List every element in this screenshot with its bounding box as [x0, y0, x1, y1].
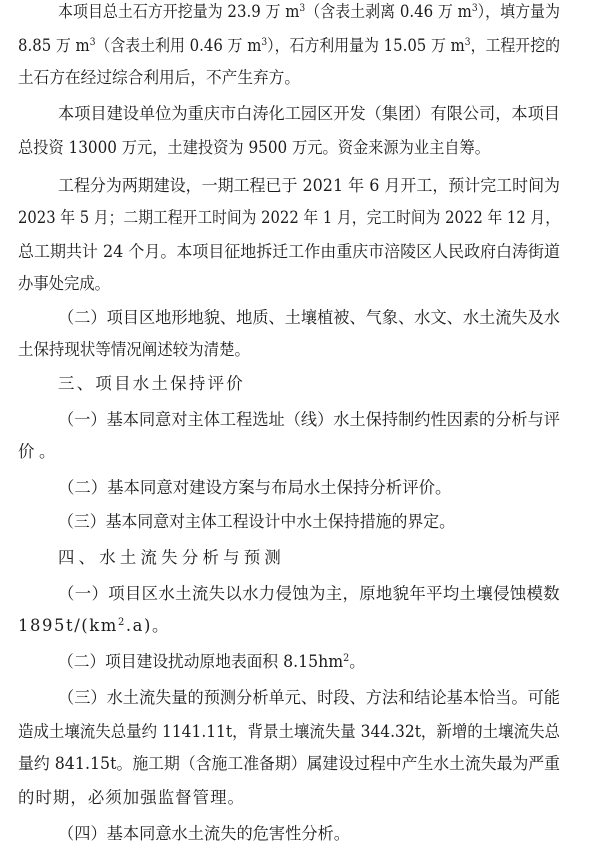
text-segment: .a)。: [125, 616, 170, 635]
text-segment: （一）基本同意对主体工程选址（线）水土保持制约性因素的分析与评: [58, 410, 560, 429]
text-segment: 土石方在经过综合利用后，不产生弃方。: [18, 68, 300, 87]
text-segment: （二）基本同意对建设方案与布局水土保持分析评价。: [58, 478, 452, 497]
text-segment: 造成土壤流失总量约 1141.11t，背景土壤流失量 344.32t，新增的土壤流失总: [18, 722, 560, 741]
text-line: [18, 754, 560, 774]
text-line: [18, 340, 250, 360]
text-segment: （二）项目区地形地貌、地质、土壤植被、气象、水文、水土流失及水: [58, 308, 560, 327]
text-line: [58, 512, 455, 532]
text-line: [58, 104, 560, 124]
text-line: [58, 478, 451, 498]
text-segment: ），石方利用量为 15.05 万 m: [267, 36, 465, 55]
text-line: [58, 688, 560, 708]
text-line: [58, 410, 560, 430]
text-segment: （三）水土流失量的预测分析单元、时段、方法和结论基本恰当。可能: [58, 688, 560, 707]
text-segment: ，工程开挖的: [470, 36, 560, 55]
text-line: [18, 788, 245, 808]
text-segment: 总工期共计 24 个月。本项目征地拆迁工作由重庆市涪陵区人民政府白涛街道: [18, 242, 560, 261]
text-segment: 三、项目水土保持评价: [58, 374, 245, 393]
text-line: [18, 242, 560, 262]
text-line: [18, 722, 560, 742]
text-line: [58, 308, 560, 328]
text-line: [58, 652, 365, 672]
superscript: 2: [117, 617, 126, 628]
text-segment: 本项目总土石方开挖量为 23.9 万 m: [58, 2, 300, 21]
text-line: [18, 616, 170, 636]
text-line: [58, 374, 245, 394]
text-segment: （一）项目区水土流失以水力侵蚀为主，原地貌年平均土壤侵蚀模数: [58, 584, 560, 603]
text-segment: ），填方量为: [477, 2, 560, 21]
superscript: 3: [89, 37, 96, 48]
text-segment: 2023 年 5 月；二期工程开工时间为 2022 年 1 月，完工时间为 2022 年 12 月，: [18, 208, 560, 227]
superscript: 3: [471, 3, 478, 14]
text-line: [18, 442, 60, 462]
superscript: 3: [261, 37, 268, 48]
text-segment: 。: [349, 652, 365, 671]
text-line: [18, 68, 300, 88]
text-line: [58, 176, 560, 196]
text-segment: （含表土利用 0.46 万 m: [95, 36, 262, 55]
text-line: [18, 274, 110, 294]
text-segment: 8.85 万 m: [18, 36, 90, 55]
text-line: [18, 138, 490, 158]
text-segment: 办事处完成。: [18, 274, 110, 293]
text-line: [18, 36, 560, 56]
text-segment: 1895t/(km: [18, 616, 118, 635]
text-segment: （二）项目建设扰动原地表面积 8.15hm: [58, 652, 344, 671]
text-segment: 的时期，必须加强监督管理。: [18, 788, 245, 807]
text-segment: 价。: [18, 442, 60, 461]
text-segment: （三）基本同意对主体工程设计中水土保持措施的界定。: [58, 512, 455, 531]
text-line: [58, 584, 560, 604]
superscript: 3: [299, 3, 306, 14]
text-line: [58, 2, 560, 22]
text-segment: 四、水土流失分析与预测: [58, 548, 285, 567]
text-segment: 工程分为两期建设，一期工程已于 2021 年 6 月开工，预计完工时间为: [58, 176, 560, 195]
superscript: 2: [343, 653, 350, 664]
text-segment: 土保持现状等情况阐述较为清楚。: [18, 340, 250, 359]
text-segment: 量约 841.15t。施工期（含施工准备期）属建设过程中产生水土流失最为严重: [18, 754, 560, 773]
text-segment: 本项目建设单位为重庆市白涛化工园区开发（集团）有限公司，本项目: [58, 104, 560, 123]
text-segment: （含表土剥离 0.46 万 m: [305, 2, 472, 21]
text-line: [58, 548, 285, 568]
text-segment: 总投资 13000 万元，土建投资为 9500 万元。资金来源为业主自筹。: [18, 138, 490, 157]
text-segment: （四）基本同意水土流失的危害性分析。: [58, 824, 350, 843]
superscript: 3: [464, 37, 471, 48]
text-line: [58, 824, 350, 844]
text-line: [18, 208, 560, 228]
